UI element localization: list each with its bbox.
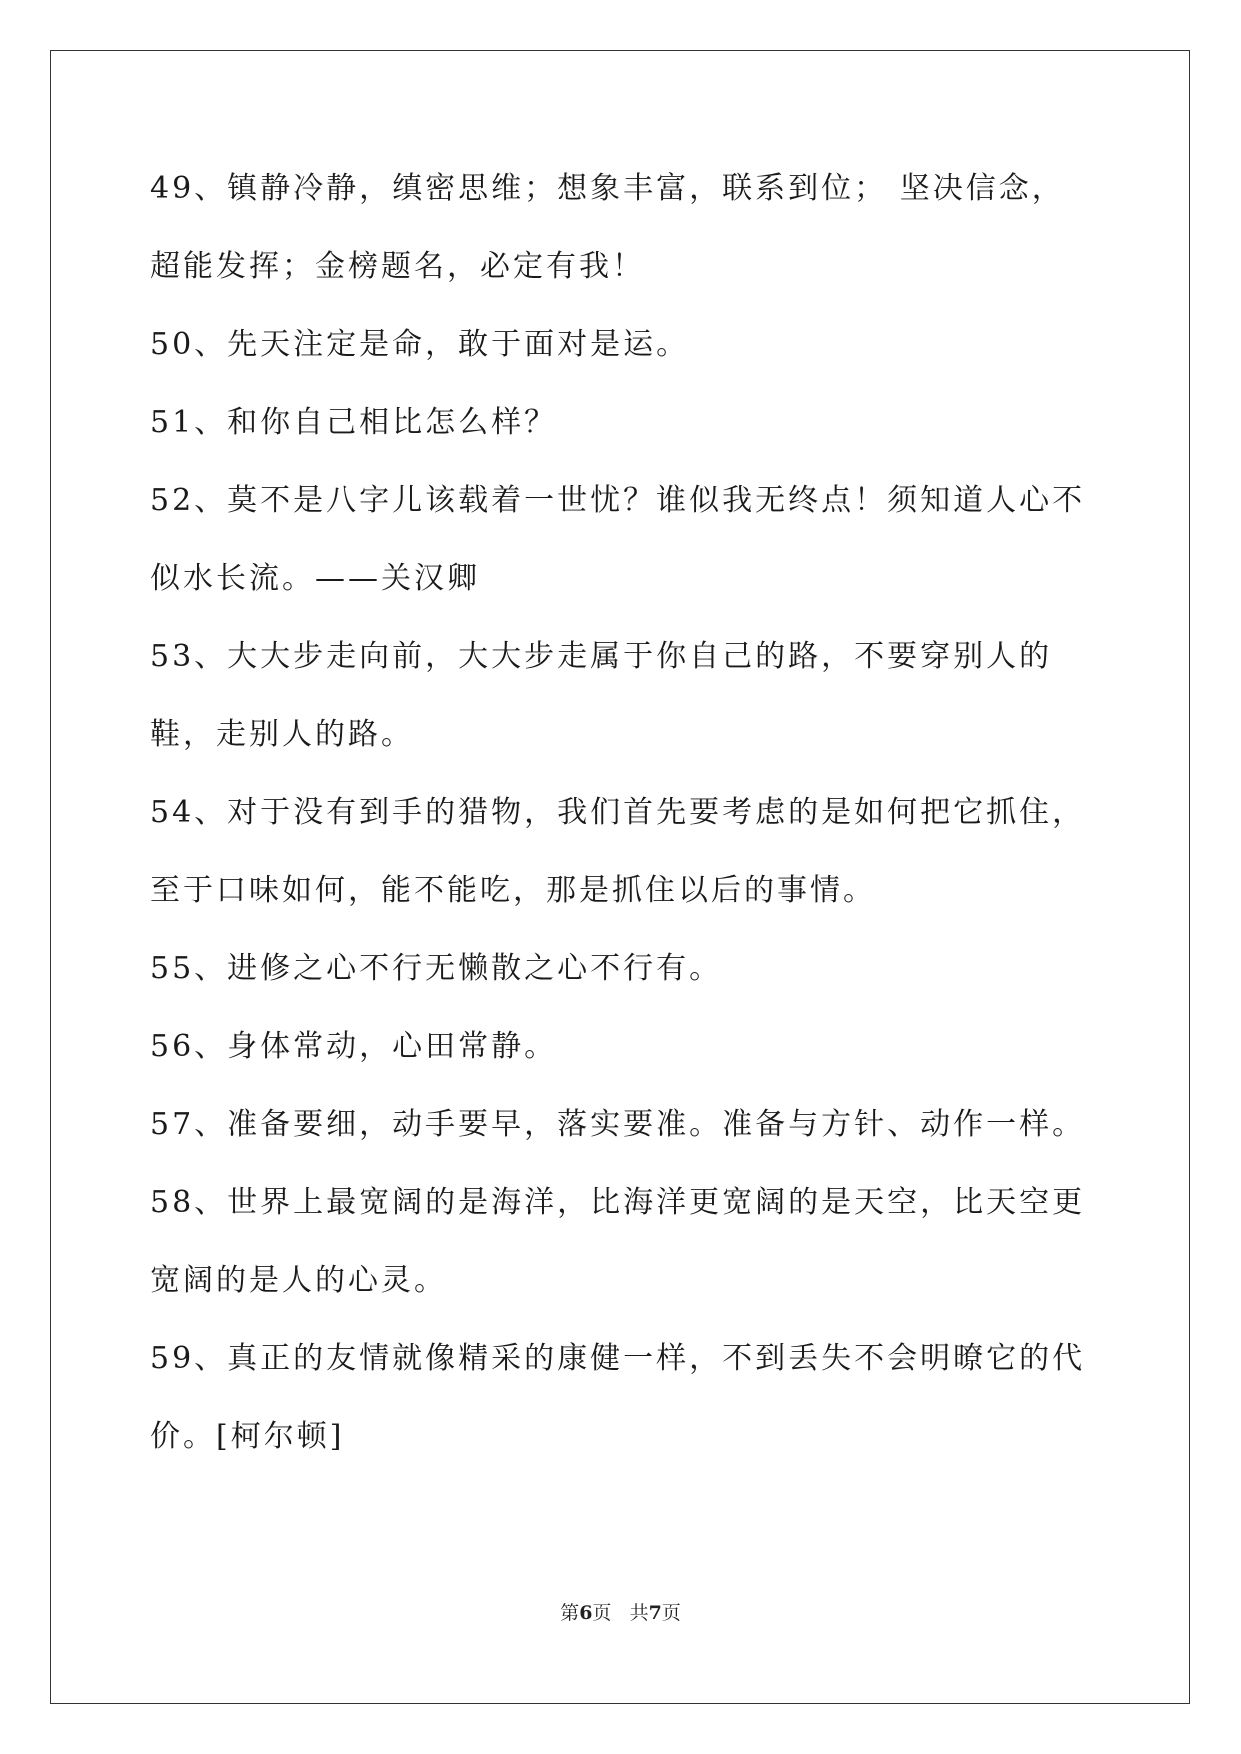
footer-total-prefix: 共 — [629, 1602, 649, 1624]
current-page-number: 6 — [579, 1602, 593, 1624]
quote-entry-51: 51、和你自己相比怎么样？ — [150, 405, 558, 440]
quote-entry-56: 56、身体常动，心田常静。 — [150, 1029, 558, 1064]
quote-entry-59: 59、真正的友情就像精采的康健一样，不到丢失不会明暸它的代价。[柯尔顿] — [150, 1341, 1086, 1454]
quote-entry-49: 49、镇静冷静，缜密思维；想象丰富，联系到位； 坚决信念，超能发挥；金榜题名，必定有我！ — [150, 171, 1065, 284]
quote-entry-57: 57、准备要细，动手要早，落实要准。准备与方针、动作一样。 — [150, 1107, 1086, 1142]
quote-entry-54: 54、对于没有到手的猎物，我们首先要考虑的是如何把它抓住，至于口味如何，能不能吃，那是抓住以后的事情。 — [150, 795, 1086, 908]
document-body — [150, 150, 1090, 1476]
quote-entry-55: 55、进修之心不行无懒散之心不行有。 — [150, 951, 723, 986]
quote-entry-58: 58、世界上最宽阔的是海洋，比海洋更宽阔的是天空，比天空更宽阔的是人的心灵。 — [150, 1185, 1086, 1298]
footer-prefix: 第 — [560, 1602, 580, 1624]
total-page-number: 7 — [648, 1602, 662, 1624]
footer-page-suffix: 页 — [592, 1602, 612, 1624]
quote-entry-50: 50、先天注定是命，敢于面对是运。 — [150, 327, 690, 362]
quote-entry-52: 52、莫不是八字儿该载着一世忧？谁似我无终点！须知道人心不似水长流。——关汉卿 — [150, 483, 1086, 596]
quote-entry-53: 53、大大步走向前，大大步走属于你自己的路，不要穿别人的鞋，走别人的路。 — [150, 639, 1053, 752]
footer-total-suffix: 页 — [661, 1602, 681, 1624]
page-footer — [0, 1598, 1241, 1625]
